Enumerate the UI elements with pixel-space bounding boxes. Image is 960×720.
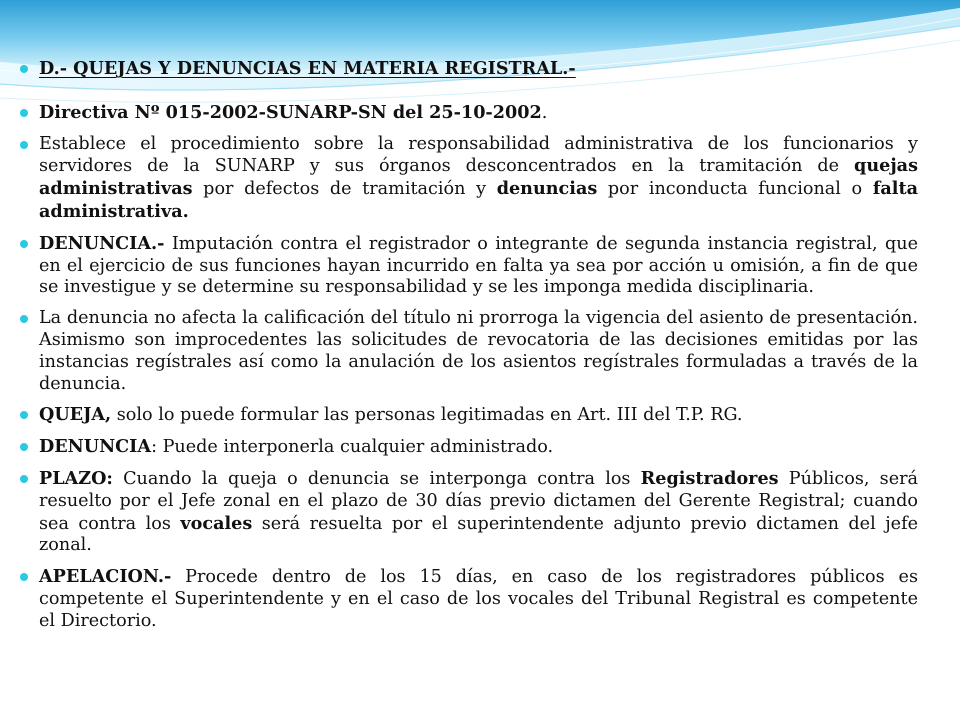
establece-item: Establece el procedimiento sobre la responsabilidad administrativa de los funcionarios y servidores de la SUNARP y sus órganos desconcentrados en la tramitación de quejas administrativas por defectos de tramitación y denuncias por inconducta funcional o falta administrativa. [20, 134, 918, 224]
queja-item: QUEJA, solo lo puede formular las personas legitimadas en Art. III del T.P. RG. [20, 404, 918, 427]
denuncia-definition-item: DENUNCIA.- Imputación contra el registrador o integrante de segunda instancia registral, que en el ejercicio de sus funciones hayan incurrido en falta ya sea por acción u omisión, a fin de que se investigue y se determine su responsabilidad y se les imponga medida disciplinaria. [20, 233, 918, 299]
apelacion-item: APELACION.- Procede dentro de los 15 días, en caso de los registradores públicos es competente el Superintendente y en el caso de los vocales del Tribunal Registral es competente el Directorio. [20, 566, 918, 632]
directiva-ref: Directiva Nº 015-2002-SUNARP-SN del 25-10-2002 [39, 101, 542, 123]
slide-body [20, 58, 918, 633]
directiva-item: Directiva Nº 015-2002-SUNARP-SN del 25-10-2002. [20, 102, 918, 125]
no-afecta-item: La denuncia no afecta la calificación del título ni prorroga la vigencia del asiento de presentación. Asimismo son improcedentes las solicitudes de revocatoria de las decisiones emitidas por las instancias regístrales así como la anulación de los asientos regístrales formuladas a través de la denuncia. [20, 308, 918, 395]
denuncia-administrado-item: DENUNCIA: Puede interponerla cualquier administrado. [20, 436, 918, 459]
plazo-item: PLAZO: Cuando la queja o denuncia se interponga contra los Registradores Públicos, será resuelto por el Jefe zonal en el plazo de 30 días previo dictamen del Gerente Registral; cuando sea contra los vocales será resuelta por el superintendente adjunto previo dictamen del jefe zonal. [20, 468, 918, 557]
slide-heading: D.- QUEJAS Y DENUNCIAS EN MATERIA REGISTRAL.- [39, 58, 576, 79]
heading-item [20, 58, 918, 81]
